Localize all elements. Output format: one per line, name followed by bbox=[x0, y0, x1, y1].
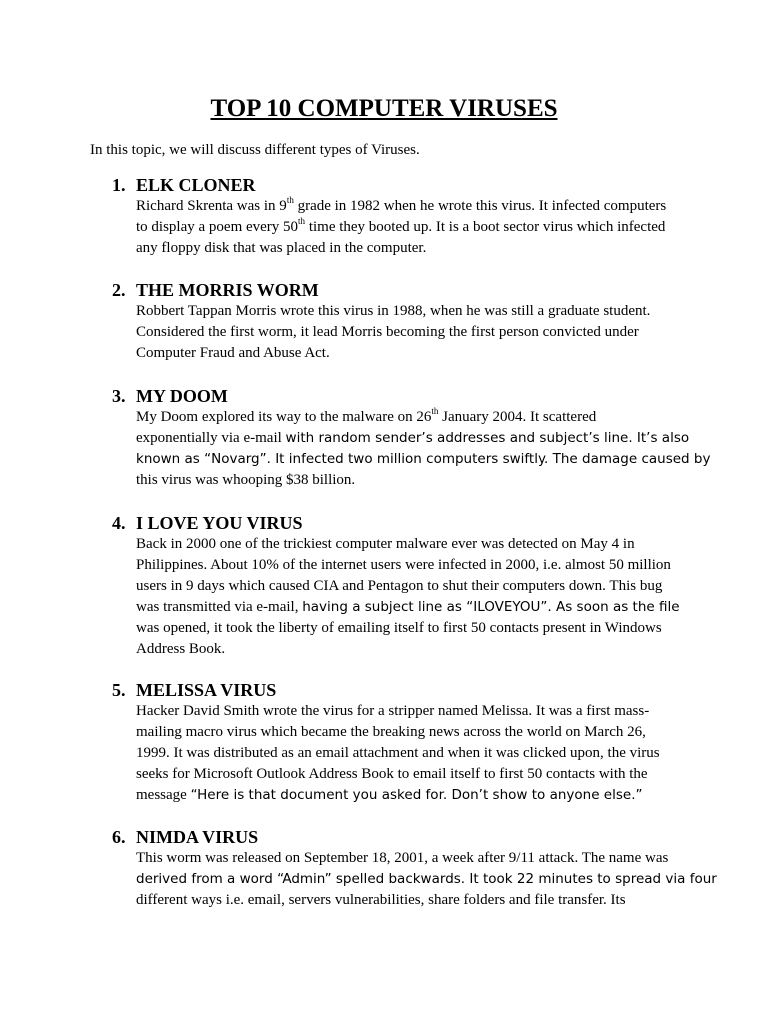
section-body bbox=[136, 407, 710, 491]
text-line bbox=[136, 869, 717, 890]
section-body bbox=[136, 196, 666, 259]
text-line bbox=[136, 701, 660, 722]
text-line bbox=[136, 428, 710, 449]
text-run-alt-font: derived from a word “Admin” spelled backwards. It took 22 minutes to spread via four bbox=[136, 871, 717, 887]
text-run: grade in 1982 when he wrote this virus. It infected computers bbox=[293, 198, 667, 214]
text-line bbox=[136, 449, 710, 470]
text-run: users in 9 days which caused CIA and Pentagon to shut their computers down. This bug bbox=[136, 578, 663, 594]
section-heading bbox=[112, 279, 319, 301]
text-line bbox=[136, 639, 680, 660]
section-body bbox=[136, 534, 680, 660]
text-run: to display a poem every 50 bbox=[136, 219, 299, 235]
text-run: Hacker David Smith wrote the virus for a stripper named Melissa. It was a first mass- bbox=[136, 703, 650, 719]
text-run: January 2004. It scattered bbox=[438, 409, 597, 425]
text-run: was transmitted via e-mail, bbox=[136, 599, 303, 615]
section-heading-text: I LOVE YOU VIRUS bbox=[136, 513, 303, 533]
section-heading-text: MELISSA VIRUS bbox=[136, 680, 277, 700]
text-run: My Doom explored its way to the malware on 26 bbox=[136, 409, 432, 425]
text-run: different ways i.e. email, servers vulnerabilities, share folders and file transfer. Its bbox=[136, 892, 626, 908]
section-body bbox=[136, 301, 650, 364]
page-title: TOP 10 COMPUTER VIRUSES bbox=[210, 95, 558, 122]
text-run: this virus was whooping $38 billion. bbox=[136, 472, 356, 488]
text-line bbox=[136, 890, 717, 911]
text-run-alt-font: with random sender’s addresses and subject’s line. It’s also bbox=[285, 430, 690, 446]
section-heading-text: ELK CLONER bbox=[136, 175, 256, 195]
text-run: any floppy disk that was placed in the computer. bbox=[136, 240, 427, 256]
section-heading-text: MY DOOM bbox=[136, 386, 228, 406]
text-line bbox=[136, 576, 680, 597]
section-body bbox=[136, 848, 717, 911]
text-run: was opened, it took the liberty of emailing itself to first 50 contacts present in Windows bbox=[136, 620, 662, 636]
text-line bbox=[136, 301, 650, 322]
section-heading bbox=[112, 174, 256, 196]
text-run: Richard Skrenta was in 9 bbox=[136, 198, 287, 214]
text-line bbox=[136, 217, 666, 238]
text-line bbox=[136, 743, 660, 764]
text-run: Back in 2000 one of the trickiest computer malware ever was detected on May 4 in bbox=[136, 536, 635, 552]
list-number: 3. bbox=[112, 386, 126, 406]
section-heading bbox=[112, 679, 276, 701]
text-line bbox=[136, 534, 680, 555]
text-line bbox=[136, 618, 680, 639]
list-number: 6. bbox=[112, 827, 126, 847]
section-heading bbox=[112, 512, 303, 534]
ordinal-superscript: th bbox=[298, 216, 306, 226]
text-run: Address Book. bbox=[136, 641, 226, 657]
text-line bbox=[136, 722, 660, 743]
text-run: This worm was released on September 18, 2001, a week after 9/11 attack. The name was bbox=[136, 850, 669, 866]
section-body bbox=[136, 701, 660, 806]
text-line bbox=[136, 764, 660, 785]
text-run: Computer Fraud and Abuse Act. bbox=[136, 345, 330, 361]
text-run: Considered the first worm, it lead Morris becoming the first person convicted under bbox=[136, 324, 639, 340]
intro-text: In this topic, we will discuss different types of Viruses. bbox=[90, 142, 420, 158]
text-run-alt-font: known as “Novarg”. It infected two million computers swiftly. The damage caused by bbox=[136, 451, 711, 467]
text-run: 1999. It was distributed as an email attachment and when it was clicked upon, the virus bbox=[136, 745, 660, 761]
list-number: 5. bbox=[112, 680, 126, 700]
section-heading bbox=[112, 826, 258, 848]
section-heading bbox=[112, 385, 228, 407]
text-line bbox=[136, 343, 650, 364]
text-line bbox=[136, 238, 666, 259]
section-heading-text: NIMDA VIRUS bbox=[136, 827, 259, 847]
text-line bbox=[136, 322, 650, 343]
text-run: exponentially via e-mail bbox=[136, 430, 286, 446]
list-number: 1. bbox=[112, 175, 126, 195]
text-run: seeks for Microsoft Outlook Address Book to email itself to first 50 contacts with the bbox=[136, 766, 648, 782]
text-line bbox=[136, 848, 717, 869]
text-line bbox=[136, 470, 710, 491]
section-heading-text: THE MORRIS WORM bbox=[136, 280, 319, 300]
ordinal-superscript: th bbox=[431, 406, 439, 416]
text-run-alt-font: “Here is that document you asked for. Don’t show to anyone else.” bbox=[190, 787, 643, 803]
list-number: 4. bbox=[112, 513, 126, 533]
list-number: 2. bbox=[112, 280, 126, 300]
text-line bbox=[136, 407, 710, 428]
text-run-alt-font: having a subject line as “ILOVEYOU”. As soon as the file bbox=[302, 599, 680, 615]
text-run: mailing macro virus which became the breaking news across the world on March 26, bbox=[136, 724, 646, 740]
ordinal-superscript: th bbox=[286, 195, 294, 205]
text-line bbox=[136, 785, 660, 806]
text-line bbox=[136, 597, 680, 618]
text-line bbox=[136, 555, 680, 576]
text-run: Robbert Tappan Morris wrote this virus in 1988, when he was still a graduate student. bbox=[136, 303, 651, 319]
text-run: time they booted up. It is a boot sector virus which infected bbox=[305, 219, 666, 235]
text-run: message bbox=[136, 787, 191, 803]
text-line bbox=[136, 196, 666, 217]
text-run: Philippines. About 10% of the internet users were infected in 2000, i.e. almost 50 million bbox=[136, 557, 671, 573]
